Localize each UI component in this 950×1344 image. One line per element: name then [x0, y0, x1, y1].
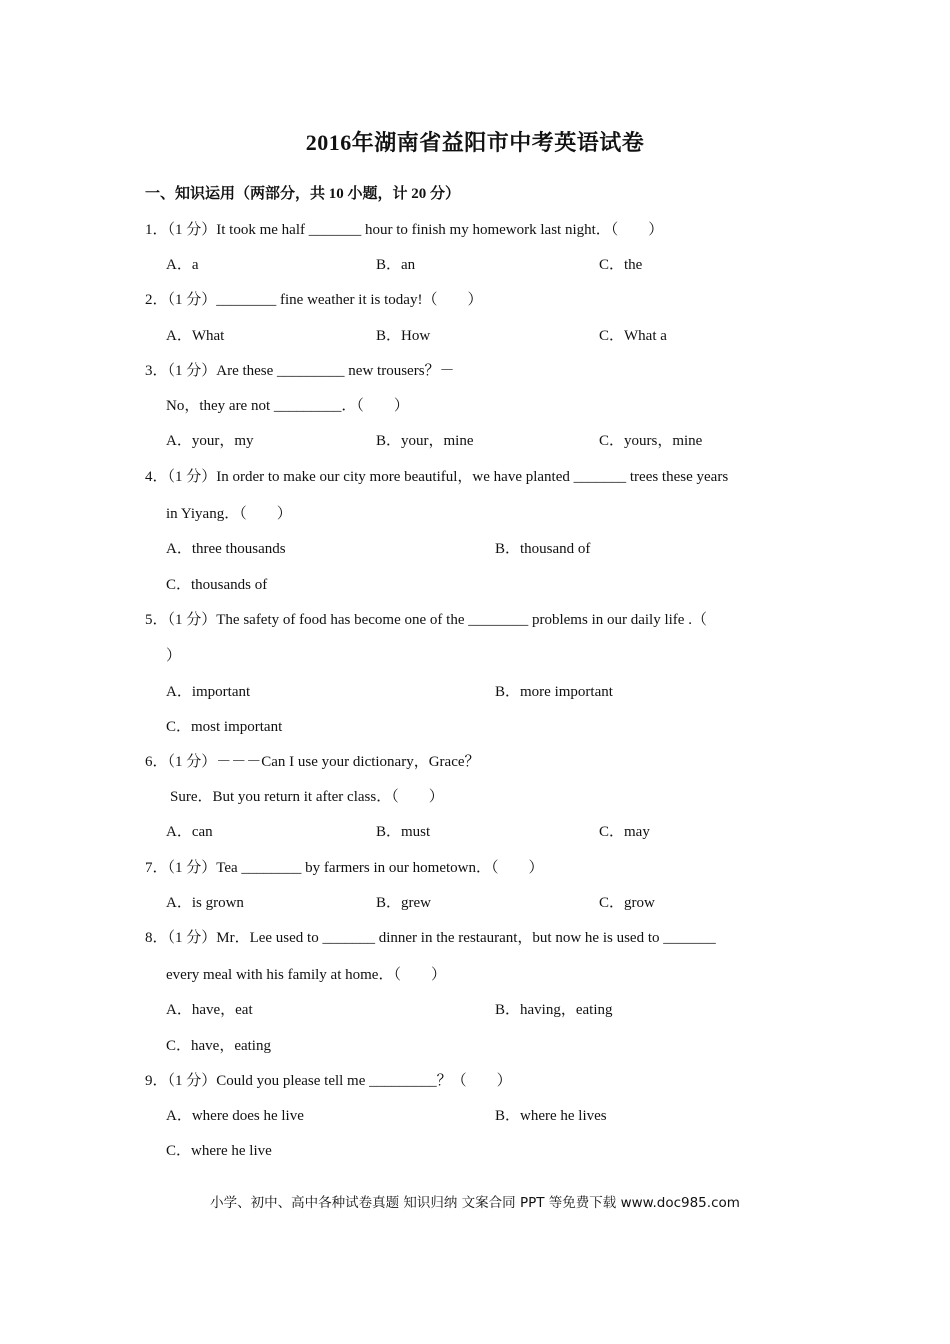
- question-3-stem-continued: No，they are not _________．（ ）: [166, 398, 409, 414]
- question-6-stem: 6．（1 分）－－－Can I use your dictionary，Grace？: [145, 754, 480, 770]
- question-4-option-c: C．thousands of: [166, 577, 268, 593]
- question-1-option-c: C．the: [599, 257, 643, 273]
- question-3-option-c: C．yours，mine: [599, 433, 703, 449]
- question-8-stem-continued: every meal with his family at home．（ ）: [166, 967, 446, 983]
- question-6-option-c: C．may: [599, 824, 650, 840]
- question-2-option-c: C．What a: [599, 328, 667, 344]
- question-3-option-b: B．your，mine: [376, 433, 474, 449]
- question-9-stem: 9．（1 分）Could you please tell me _________？（ ）: [145, 1073, 512, 1089]
- question-6-option-a: A．can: [166, 824, 213, 840]
- section-heading: 一、知识运用（两部分，共 10 小题，计 20 分）: [145, 186, 461, 202]
- question-2-stem: 2．（1 分）________ fine weather it is today!（ ）: [145, 292, 483, 308]
- question-6-stem-continued: Sure．But you return it after class．（ ）: [170, 789, 444, 805]
- question-5-stem: 5．（1 分）The safety of food has become one of the ________ problems in our daily life .（: [145, 612, 707, 628]
- page-footer: 小学、初中、高中各种试卷真题 知识归纳 文案合同 PPT 等免费下载 www.doc985.com: [210, 1195, 740, 1211]
- question-9-option-a: A．where does he live: [166, 1108, 304, 1124]
- question-4-option-b: B．thousand of: [495, 541, 591, 557]
- question-7-option-b: B．grew: [376, 895, 431, 911]
- question-2-option-a: A．What: [166, 328, 225, 344]
- question-3-option-a: A．your，my: [166, 433, 254, 449]
- question-5-stem-continued: ）: [166, 648, 182, 664]
- question-3-stem: 3．（1 分）Are these _________ new trousers？－: [145, 363, 455, 379]
- question-1-option-a: A．a: [166, 257, 199, 273]
- question-4-option-a: A．three thousands: [166, 541, 286, 557]
- question-2-option-b: B．How: [376, 328, 431, 344]
- question-9-option-c: C．where he live: [166, 1143, 272, 1159]
- question-8-stem: 8．（1 分）Mr．Lee used to _______ dinner in the restaurant，but now he is used to _______: [145, 930, 716, 946]
- question-1-option-b: B．an: [376, 257, 416, 273]
- question-5-option-a: A．important: [166, 684, 251, 700]
- question-7-option-a: A．is grown: [166, 895, 244, 911]
- question-6-option-b: B．must: [376, 824, 431, 840]
- question-9-option-b: B．where he lives: [495, 1108, 607, 1124]
- question-1-stem: 1．（1 分）It took me half _______ hour to finish my homework last night．（ ）: [145, 222, 664, 238]
- question-7-stem: 7．（1 分）Tea ________ by farmers in our hometown．（ ）: [145, 860, 544, 876]
- question-5-option-b: B．more important: [495, 684, 613, 700]
- question-8-option-c: C．have，eating: [166, 1038, 271, 1054]
- question-8-option-a: A．have，eat: [166, 1002, 253, 1018]
- question-7-option-c: C．grow: [599, 895, 655, 911]
- question-4-stem: 4．（1 分）In order to make our city more beautiful，we have planted _______ trees these years: [145, 469, 729, 485]
- question-4-stem-continued: in Yiyang．（ ）: [166, 506, 292, 522]
- question-8-option-b: B．having，eating: [495, 1002, 613, 1018]
- page-title: 2016年湖南省益阳市中考英语试卷: [305, 130, 645, 155]
- question-5-option-c: C．most important: [166, 719, 283, 735]
